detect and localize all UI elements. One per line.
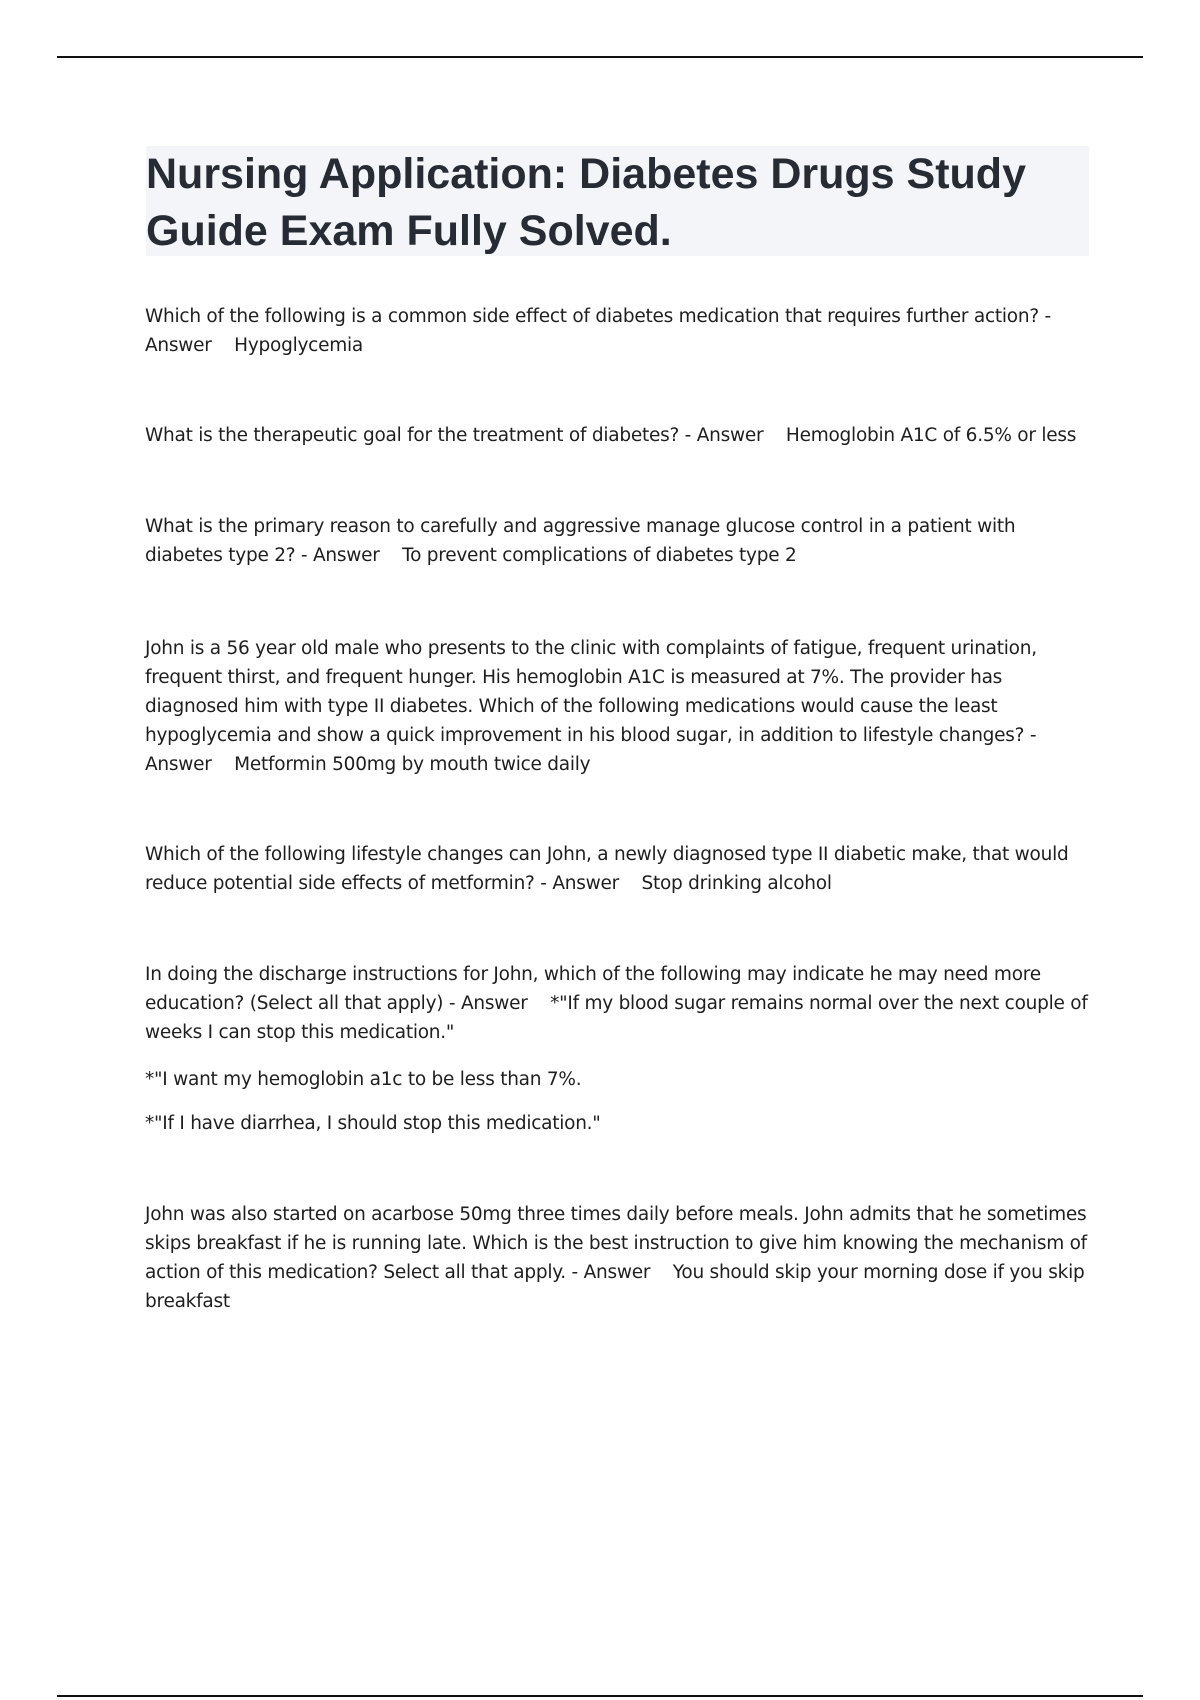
answer-text: To prevent complications of diabetes type 2: [402, 545, 797, 566]
answer-text: Metformin 500mg by mouth twice daily: [234, 754, 591, 775]
answer-label: Answer: [313, 545, 380, 566]
qa-item: [145, 634, 1090, 779]
question-text: John is a 56 year old male who presents to the clinic with complaints of fatigue, frequent urination, frequent thirst, and frequent hunger. His hemoglobin A1C is measured at 7%. The provider has diagnosed him with type II diabetes. Which of the following medications would cause the least hypoglycemia and show a quick improvement in his blood sugar, in addition to lifestyle changes? -: [145, 638, 1037, 746]
question-text: What is the primary reason to carefully and aggressive manage glucose control in a patient with diabetes type 2? -: [145, 516, 1016, 566]
qa-item: [145, 840, 1090, 898]
answer-line: *"If I have diarrhea, I should stop this medication.": [145, 1113, 601, 1134]
question-text: What is the therapeutic goal for the treatment of diabetes? -: [145, 425, 692, 446]
qa-item: [145, 960, 1090, 1047]
answer-line: *"I want my hemoglobin a1c to be less than 7%.: [145, 1069, 582, 1090]
qa-item: [145, 302, 1090, 360]
answer-label: Answer: [460, 993, 528, 1014]
header-rule: [57, 56, 1143, 58]
answer-text: Hemoglobin A1C of 6.5% or less: [785, 425, 1077, 446]
question-text: Which of the following is a common side effect of diabetes medication that requires further action? -: [145, 306, 1051, 327]
answer-label: Answer: [583, 1262, 651, 1283]
answer-text: *"If my blood sugar remains normal over the next couple of weeks I can stop this medication.": [145, 993, 1088, 1043]
qa-item: [145, 421, 1090, 450]
answer-label: Answer: [145, 335, 212, 356]
answer-text: Hypoglycemia: [234, 335, 363, 356]
answer-label: Answer: [696, 425, 764, 446]
question-text: In doing the discharge instructions for John, which of the following may indicate he may need more education? (Select all that apply) -: [145, 964, 1041, 1014]
question-text: Which of the following lifestyle changes can John, a newly diagnosed type II diabetic make, that would reduce potential side effects of metformin? -: [145, 844, 1069, 894]
answer-label: Answer: [145, 754, 212, 775]
page-title: Nursing Application: Diabetes Drugs Study Guide Exam Fully Solved.: [146, 150, 1026, 255]
qa-item: [145, 512, 1090, 570]
answer-text: Stop drinking alcohol: [641, 873, 832, 894]
question-text: John was also started on acarbose 50mg three times daily before meals. John admits that he sometimes skips breakfast if he is running late. Which is the best instruction to give him knowing the mechanism of action of this medication? Select all that apply. -: [145, 1204, 1087, 1283]
answer-label: Answer: [552, 873, 619, 894]
qa-item: [145, 1200, 1090, 1316]
answer-text: You should skip your morning dose if you skip breakfast: [145, 1262, 1085, 1312]
footer-rule: [57, 1695, 1143, 1697]
